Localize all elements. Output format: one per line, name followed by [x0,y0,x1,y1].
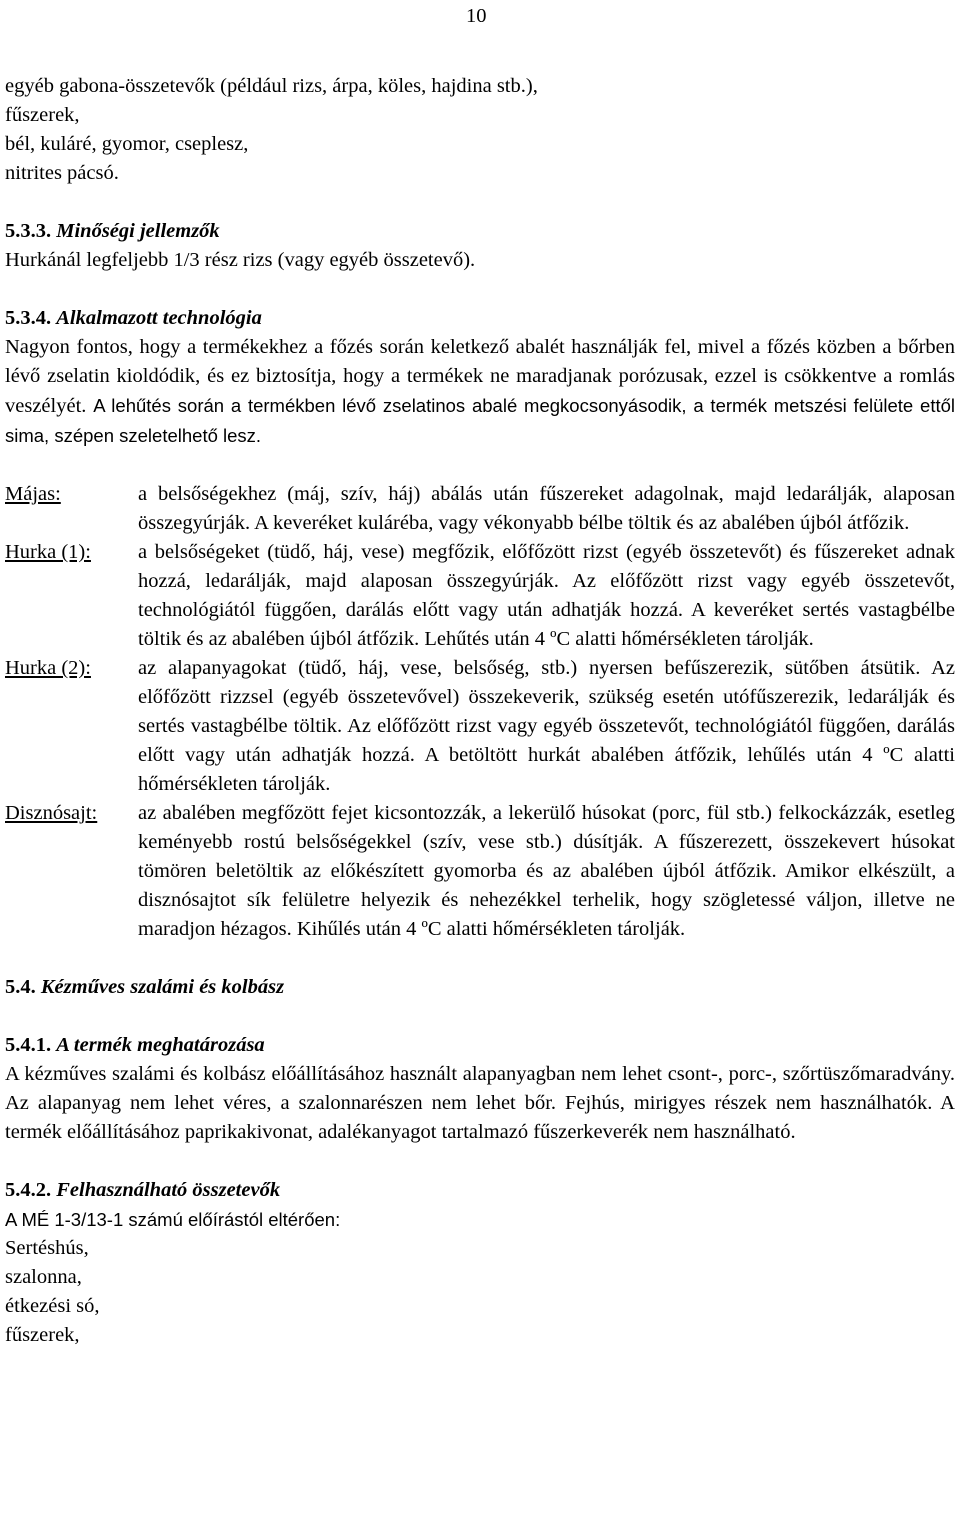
product-definitions [5,480,955,944]
page-number: 10 [466,5,487,27]
entry-term: Disznósajt: [5,802,98,824]
entry-text: a belsőségeket (tüdő, háj, vese) megfőzik, előfőzött rizst (egyéb összetevőt) és fűszereket adnak hozzá, ledarálják, majd alaposan összegyúrják. Az előfőzött rizst vagy egyéb összetevőt, technológiától függően, darálás előtt vagy után adhatják hozzá. A keveréket sertés vastagbélbe töltik és az abalében újból átfőzik. Lehűtés után 4 ºC alatti hőmérsékleten tárolják. [138,541,955,650]
section-title: Kézműves szalámi és kolbász [40,976,285,998]
entry-term: Májas: [5,483,61,505]
section-title: Minőségi jellemzők [56,220,220,242]
list-item: bél, kuláré, gyomor, cseplesz, [5,133,249,155]
section-number: 5.4.1. [5,1034,52,1056]
section-title: A termék meghatározása [56,1034,265,1056]
section-text: Hurkánál legfeljebb 1/3 rész rizs (vagy egyéb összetevő). [5,249,476,271]
definition-entry [5,538,955,654]
list-item: egyéb gabona-összetevők (például rizs, árpa, köles, hajdina stb.), [5,75,538,97]
section-5-3-3 [5,217,955,275]
list-item: Sertéshús, [5,1237,89,1259]
list-item: nitrites pácsó. [5,162,119,184]
definition-entry [5,480,955,538]
section-title: Felhasználható összetevők [56,1179,281,1201]
section-heading [5,1176,955,1205]
section-number: 5.3.4. [5,307,52,329]
ingredient-list [5,72,955,188]
section-heading [5,304,955,333]
paragraph-part: Nagyon fontos, hogy a termékekhez a főzés során keletkező abalét használják fel, mivel a főzés közben a bőrben lévő zselatin kioldódik, és ez biztosítja, hogy a termékek ne maradjanak porózusak, ezzel is csökkentve a romlás veszélyét. [5,336,955,417]
entry-text: a belsőségekhez (máj, szív, háj) abálás után fűszereket adagolnak, majd ledarálják, alaposan összegyúrják. A keveréket kuláréba, vagy vékonyabb bélbe töltik és az abalében újból átfőzik. [138,483,955,534]
document-body [5,72,955,1350]
entry-text: az abalében megfőzött fejet kicsontozzák, a lekerülő húsokat (porc, fül stb.) felkockázzák, esetleg keményebb rostú belsőségekkel (szív, vese stb.) dúsítják. A fűszerezett, összekevert húsokat tömören beletöltik az előkészített gyomorba és az abalében újból átfőzik. Amikor elkészült, a disznósajtot sík felületre helyezik és nehezékkel terhelik, hogy szögletessé váljon, illetve ne maradjon hézagos. Kihűlés után 4 ºC alatti hőmérsékleten tárolják. [138,802,955,940]
section-number: 5.4.2. [5,1179,52,1201]
list-item: szalonna, [5,1266,82,1288]
section-heading [5,1031,955,1060]
section-text: A MÉ 1-3/13-1 számú előírástól eltérően: [5,1209,341,1230]
paragraph-part: A lehűtés során a termékben lévő zselatinos abalé megkocsonyásodik, a termék metszési felülete ettől sima, szépen szeletelhető lesz. [5,395,955,446]
entry-term: Hurka (2): [5,657,91,679]
entry-term: Hurka (1): [5,541,91,563]
section-title: Alkalmazott technológia [56,307,262,329]
definition-entry [5,799,955,944]
list-item: fűszerek, [5,104,80,126]
section-paragraph: A kézműves szalámi és kolbász előállításához használt alapanyagban nem lehet csont-, porc-, szőrtüszőmaradvány. Az alapanyag nem lehet véres, a szalonnarészen nem lehet bőr. Fejhús, mirigyes részek nem használhatók. A termék előállításához paprikakivonat, adalékanyagot tartalmazó fűszerkeverék nem használható. [5,1063,955,1143]
section-5-3-4 [5,304,955,451]
section-number: 5.3.3. [5,220,52,242]
list-item: étkezési só, [5,1295,100,1317]
section-heading [5,217,955,246]
section-paragraph [5,333,955,451]
list-item: fűszerek, [5,1324,80,1346]
section-number: 5.4. [5,976,36,998]
section-5-4 [5,973,955,1002]
section-5-4-2 [5,1176,955,1350]
section-heading [5,973,955,1002]
entry-text: az alapanyagokat (tüdő, háj, vese, belsőség, stb.) nyersen befűszerezik, sütőben átsütik. Az előfőzött rizzsel (egyéb összetevővel) összekeverik, szükség esetén utófűszerezik, ledarálják és sertés vastagbélbe töltik. Az előfőzött rizst vagy egyéb összetevőt, technológiától függően, darálás előtt vagy után adhatják hozzá. A betöltött hurkát abalében átfőzik, lehűlés után 4 ºC alatti hőmérsékleten tárolják. [138,657,955,795]
section-5-4-1 [5,1031,955,1147]
definition-entry [5,654,955,799]
